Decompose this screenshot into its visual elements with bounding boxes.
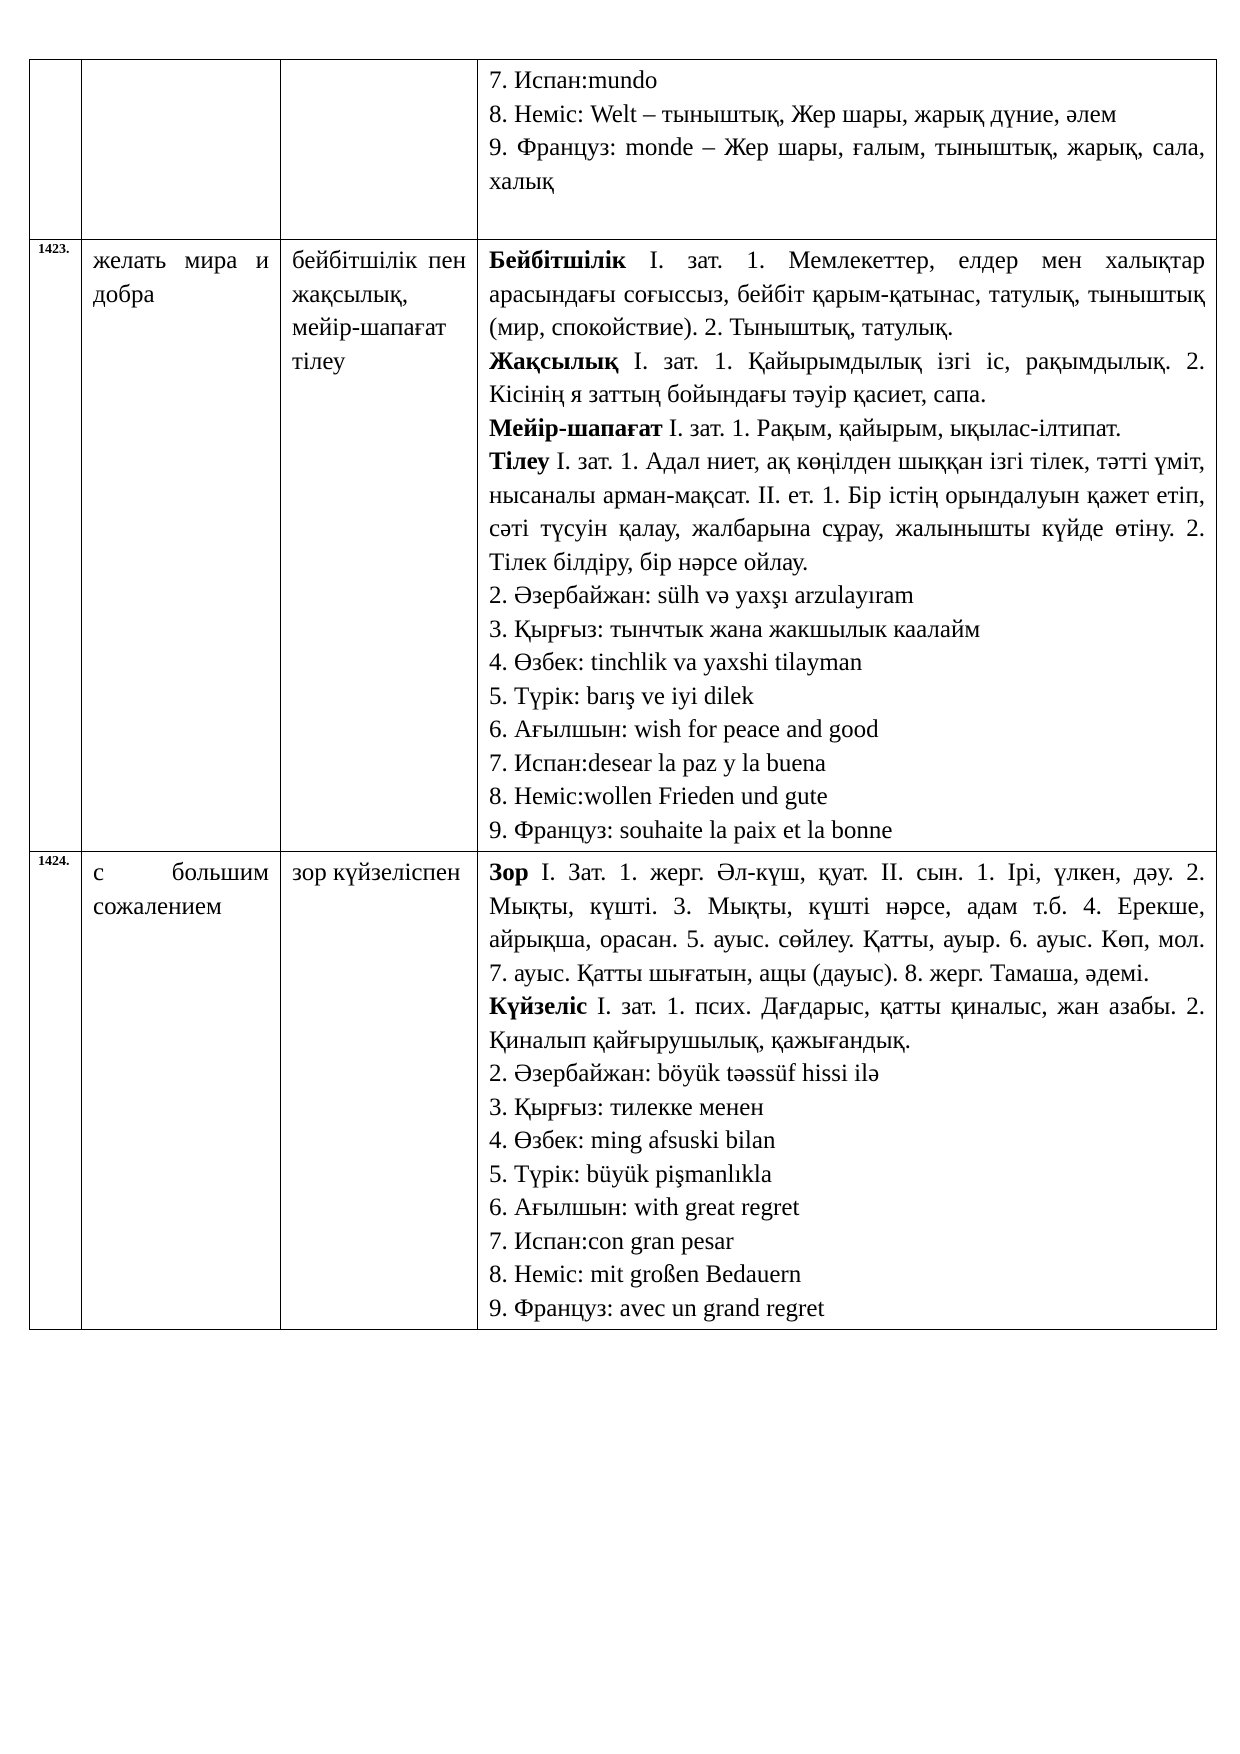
kazakh-phrase: бейбітшілік пен жақсылық, мейір-шапағат тілеу (281, 240, 478, 852)
translation-line: 5. Түрік: barış ve iyi dilek (489, 682, 754, 710)
translation-line: 7. Испан:con gran pesar (489, 1227, 734, 1255)
term-definition (489, 244, 1205, 345)
translation-line: 6. Ағылшын: with great regret (489, 1194, 800, 1221)
term-definition (489, 445, 1205, 579)
translation-line: 3. Қырғыз: тилекке менен (489, 1093, 764, 1121)
translation-line: 7. Испан:desear la paz y la buena (489, 749, 827, 777)
translation-line: 9. Француз: avec un grand regret (489, 1294, 825, 1322)
translation-line: 5. Түрік: büyük pişmanlıkla (489, 1160, 772, 1188)
term-headword: Күйзеліс (489, 993, 588, 1020)
translation-line: 9. Француз: souhaite la paix et la bonne (489, 816, 893, 844)
term-text: І. зат. 1. Адал ниет, ақ көңілден шыққан ізгі тілек, тәтті үміт, нысаналы арман-мақсат. ІІ. ет. 1. Бір істің орындалуын қажет етіп, сәті түсуін қалау, жалбарына сұрау, жалынышты күйде өтіну. 2. Тілек білдіру, бір нәрсе ойлау. (489, 448, 1205, 576)
definition-cell (478, 240, 1217, 852)
entry-number: 1424. (30, 852, 82, 1330)
translation-line: 8. Неміс: mit großen Bedauern (489, 1261, 802, 1288)
table-row (30, 240, 1217, 852)
term-definition (489, 990, 1205, 1057)
term-definition (489, 345, 1205, 412)
translation-line: 2. Әзербайжан: sülh və yaxşı arzulayıram (489, 582, 914, 609)
term-text: І. зат. 1. псих. Дағдарыс, қатты қиналыс, жан азабы. 2. Қиналып қайғырушылық, қажығандық. (489, 993, 1205, 1054)
table-row (30, 852, 1217, 1330)
translation-line: 8. Неміс: Welt – тыныштық, Жер шары, жарық дүние, әлем (489, 100, 1117, 128)
definition-cell (478, 60, 1217, 240)
dictionary-table (29, 59, 1217, 1330)
term-text: І. зат. 1. Қайырымдылық ізгі іс, рақымдылық. 2. Кісінің я заттың бойындағы тәуір қасиет, сапа. (489, 347, 1205, 408)
russian-phrase: желать мира и добра (82, 240, 281, 852)
translation-line: 8. Неміс:wollen Frieden und gute (489, 783, 828, 810)
russian-phrase (82, 60, 281, 240)
entry-number (30, 60, 82, 240)
term-headword: Тілеу (489, 448, 550, 475)
term-definition (489, 856, 1205, 990)
term-headword: Жақсылық (489, 347, 619, 375)
entry-number: 1423. (30, 240, 82, 852)
kazakh-phrase (281, 60, 478, 240)
russian-phrase: с большим сожалением (82, 852, 281, 1330)
definition-cell (478, 852, 1217, 1330)
translation-line: 7. Испан:mundo (489, 67, 658, 94)
table-row (30, 60, 1217, 240)
term-text: І. зат. 1. Рақым, қайырым, ықылас-ілтипат. (662, 414, 1122, 442)
translation-line: 4. Өзбек: tinchlik va yaxshi tilayman (489, 649, 863, 676)
term-headword: Зор (489, 859, 529, 886)
term-text: І. зат. 1. Мемлекеттер, елдер мен халықтар арасындағы соғыссыз, бейбіт қарым-қатынас, татулық, тыныштық (мир, спокойствие). 2. Тыныштық, татулық. (489, 247, 1205, 341)
translation-line: 6. Ағылшын: wish for peace and good (489, 716, 879, 743)
kazakh-phrase: зор күйзеліспен (281, 852, 478, 1330)
term-definition (489, 412, 1205, 446)
term-text: І. Зат. 1. жерг. Әл-күш, қуат. ІІ. сын. 1. Ірі, үлкен, дәу. 2. Мықты, күшті. 3. Мықты, күшті нәрсе, адам т.б. 4. Ерекше, айрықша, орасан. 5. ауыс. сөйлеу. Қатты, ауыр. 6. ауыс. Көп, мол. 7. ауыс. Қатты шығатын, ащы (дауыс). 8. жерг. Тамаша, әдемі. (489, 859, 1205, 987)
term-headword: Мейір-шапағат (489, 414, 663, 442)
translation-line: 3. Қырғыз: тынчтык жана жакшылык каалайм (489, 615, 981, 643)
translation-line: 4. Өзбек: ming afsuski bilan (489, 1127, 776, 1154)
translation-line: 2. Әзербайжан: böyük təəssüf hissi ilə (489, 1060, 880, 1087)
term-headword: Бейбітшілік (489, 247, 627, 274)
translation-line: 9. Француз: monde – Жер шары, ғалым, тыныштық, жарық, сала, халық (489, 134, 1205, 195)
